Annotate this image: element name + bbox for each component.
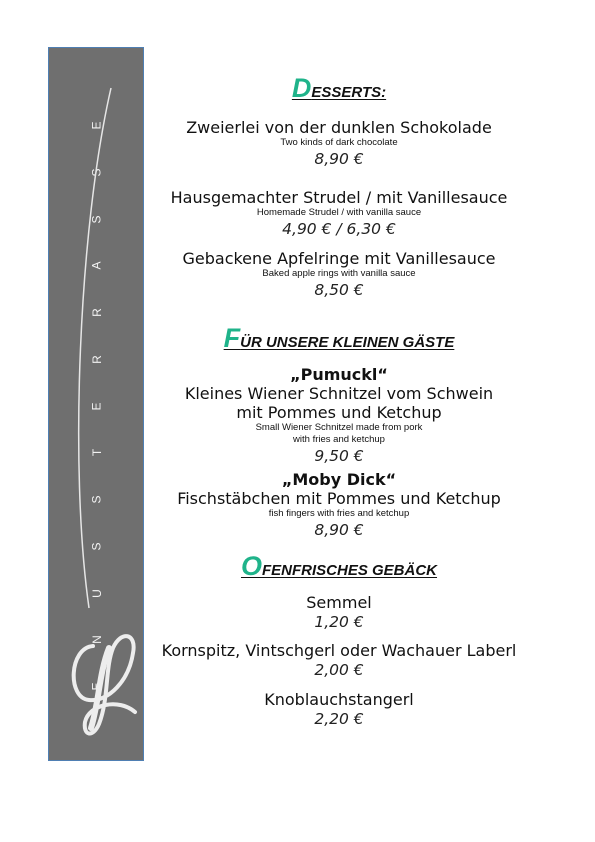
item-price: 8,50 €: [314, 281, 364, 299]
item-translation: Two kinds of dark chocolate: [280, 137, 398, 148]
item-price: 2,00 €: [314, 661, 364, 679]
brand-letter: E: [89, 681, 104, 691]
item-price: 8,90 €: [314, 521, 364, 539]
item-price: 8,90 €: [314, 150, 364, 168]
brand-letter: N: [89, 634, 104, 645]
menu-item: [150, 641, 528, 680]
item-translation: with fries and ketchup: [293, 434, 385, 445]
item-price: 1,20 €: [314, 613, 364, 631]
item-name: Fischstäbchen mit Pommes und Ketchup: [177, 489, 501, 508]
monogram-logo: [49, 48, 145, 762]
item-name: Hausgemachter Strudel / mit Vanillesauce: [170, 188, 508, 207]
menu-item: [150, 593, 528, 632]
item-name: Knoblauchstangerl: [264, 690, 414, 709]
item-price: 9,50 €: [314, 447, 364, 465]
menu-item: [150, 188, 528, 239]
brand-letter: S: [89, 213, 104, 224]
brand-letter: A: [89, 260, 104, 270]
item-name: Semmel: [306, 593, 372, 612]
brand-letter: R: [89, 353, 104, 364]
item-name: mit Pommes und Ketchup: [236, 403, 442, 422]
item-name: Kleines Wiener Schnitzel vom Schwein: [184, 384, 494, 403]
item-name: Gebackene Apfelringe mit Vanillesauce: [182, 249, 496, 268]
brand-letter: E: [89, 400, 104, 411]
item-translation: Small Wiener Schnitzel made from pork: [255, 422, 423, 433]
item-name: Zweierlei von der dunklen Schokolade: [186, 118, 492, 137]
brand-letter: R: [89, 307, 104, 317]
brand-letter: S: [89, 494, 104, 504]
brand-letter: S: [89, 541, 104, 551]
item-price: 2,20 €: [314, 710, 364, 728]
item-title: „Moby Dick“: [281, 470, 397, 489]
menu-item: [150, 470, 528, 540]
brand-letter: E: [89, 120, 104, 130]
brand-sidebar: [48, 47, 144, 761]
section-title-desserts: DESSERTS:: [291, 73, 387, 103]
menu-item: [150, 249, 528, 300]
item-translation: Homemade Strudel / with vanilla sauce: [256, 207, 422, 218]
section-title-kids: FÜR UNSERE KLEINEN GÄSTE: [223, 323, 455, 353]
item-name: Kornspitz, Vintschgerl oder Wachauer Laberl: [161, 641, 517, 660]
menu-item: [150, 118, 528, 169]
item-title: „Pumuckl“: [290, 365, 388, 384]
section-title-bakery: OFENFRISCHES GEBÄCK: [240, 551, 438, 581]
brand-letter: S: [89, 167, 104, 177]
item-price: 4,90 € / 6,30 €: [282, 220, 396, 238]
brand-letter: T: [90, 448, 104, 457]
item-translation: fish fingers with fries and ketchup: [268, 508, 410, 519]
menu-item: [150, 690, 528, 729]
brand-letter: U: [89, 587, 104, 598]
menu-item: [150, 365, 528, 466]
item-translation: Baked apple rings with vanilla sauce: [262, 268, 416, 279]
